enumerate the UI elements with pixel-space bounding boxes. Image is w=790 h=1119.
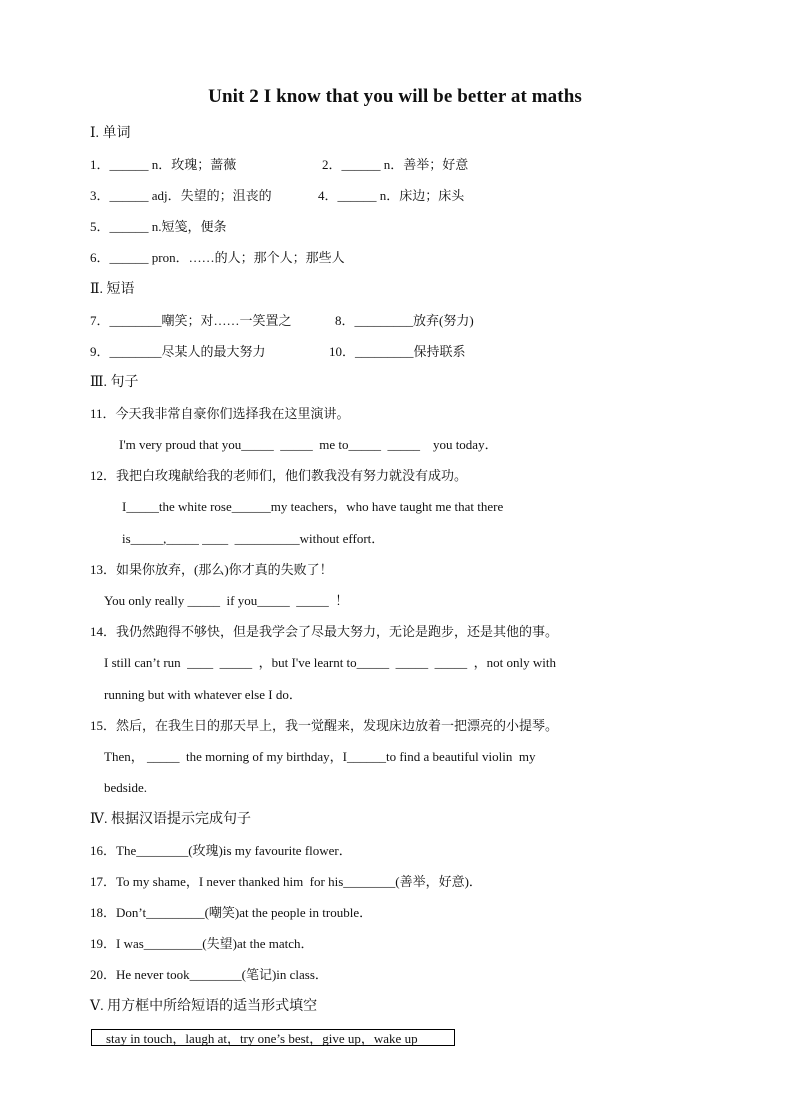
sentence-11-english: I'm very proud that you_____ _____ me to_____ _____ you today． <box>119 437 498 452</box>
completion-item-16: 16．The________(玫瑰)is my favourite flower． <box>90 843 352 858</box>
phrase-item-8: 8．_________放弃(努力) <box>335 313 474 328</box>
sentence-13-english: You only really _____ if you_____ _____ ！ <box>104 593 349 608</box>
sentence-14-english-line2: running but with whatever else I do． <box>104 687 302 702</box>
sentence-15-chinese: 15．然后，在我生日的那天早上，我一觉醒来，发现床边放着一把漂亮的小提琴。 <box>90 718 559 733</box>
phrase-item-7: 7．________嘲笑；对……一笑置之 <box>90 313 292 328</box>
phrase-word-box: stay in touch，laugh at，try one’s best，give up，wake up <box>91 1029 455 1046</box>
section-phrases-heading: Ⅱ. 短语 <box>90 282 135 297</box>
sentence-12-chinese: 12．我把白玫瑰献给我的老师们，他们教我没有努力就没有成功。 <box>90 468 468 483</box>
sentence-12-english-line1: I_____the white rose______my teachers，who have taught me that there <box>122 499 504 514</box>
section-sentences-heading: Ⅲ. 句子 <box>90 375 139 390</box>
vocab-item-1: 1．______ n．玫瑰；蔷薇 <box>90 157 237 172</box>
completion-item-17: 17．To my shame，I never thanked him for his________(善举，好意)． <box>90 874 482 889</box>
sentence-15-english-line1: Then， _____ the morning of my birthday，I______to find a beautiful violin my <box>104 749 536 764</box>
sentence-14-english-line1: I still can’t run ____ _____ ，but I've learnt to_____ _____ _____ ，not only with <box>104 655 557 670</box>
vocab-item-3: 3．______ adj．失望的；沮丧的 <box>90 188 272 203</box>
vocab-item-5: 5．______ n.短笺，便条 <box>90 219 227 234</box>
sentence-12-english-line2: is_____,_____ ____ __________without effort． <box>122 531 385 546</box>
sentence-11-chinese: 11．今天我非常自豪你们选择我在这里演讲。 <box>90 406 350 421</box>
vocab-item-4: 4．______ n．床边；床头 <box>318 188 465 203</box>
phrase-item-10: 10．_________保持联系 <box>329 344 466 359</box>
section-vocabulary-heading: Ⅰ. 单词 <box>90 126 131 141</box>
vocab-item-6: 6．______ pron．……的人；那个人；那些人 <box>90 250 345 265</box>
section-phrase-box-heading: Ⅴ. 用方框中所给短语的适当形式填空 <box>90 999 318 1014</box>
page-title: Unit 2 I know that you will be better at maths <box>208 86 582 107</box>
sentence-14-chinese: 14．我仍然跑得不够快，但是我学会了尽最大努力，无论是跑步，还是其他的事。 <box>90 624 559 639</box>
section-completion-heading: Ⅳ. 根据汉语提示完成句子 <box>90 812 251 827</box>
completion-item-18: 18．Don’t_________(嘲笑)at the people in trouble． <box>90 905 373 920</box>
vocab-item-2: 2．______ n．善举；好意 <box>322 157 469 172</box>
sentence-13-chinese: 13．如果你放弃，(那么)你才真的失败了！ <box>90 562 333 577</box>
completion-item-20: 20．He never took________(笔记)in class． <box>90 967 328 982</box>
phrase-item-9: 9．________尽某人的最大努力 <box>90 344 266 359</box>
sentence-15-english-line2: bedside. <box>104 780 147 795</box>
completion-item-19: 19．I was_________(失望)at the match． <box>90 936 314 951</box>
